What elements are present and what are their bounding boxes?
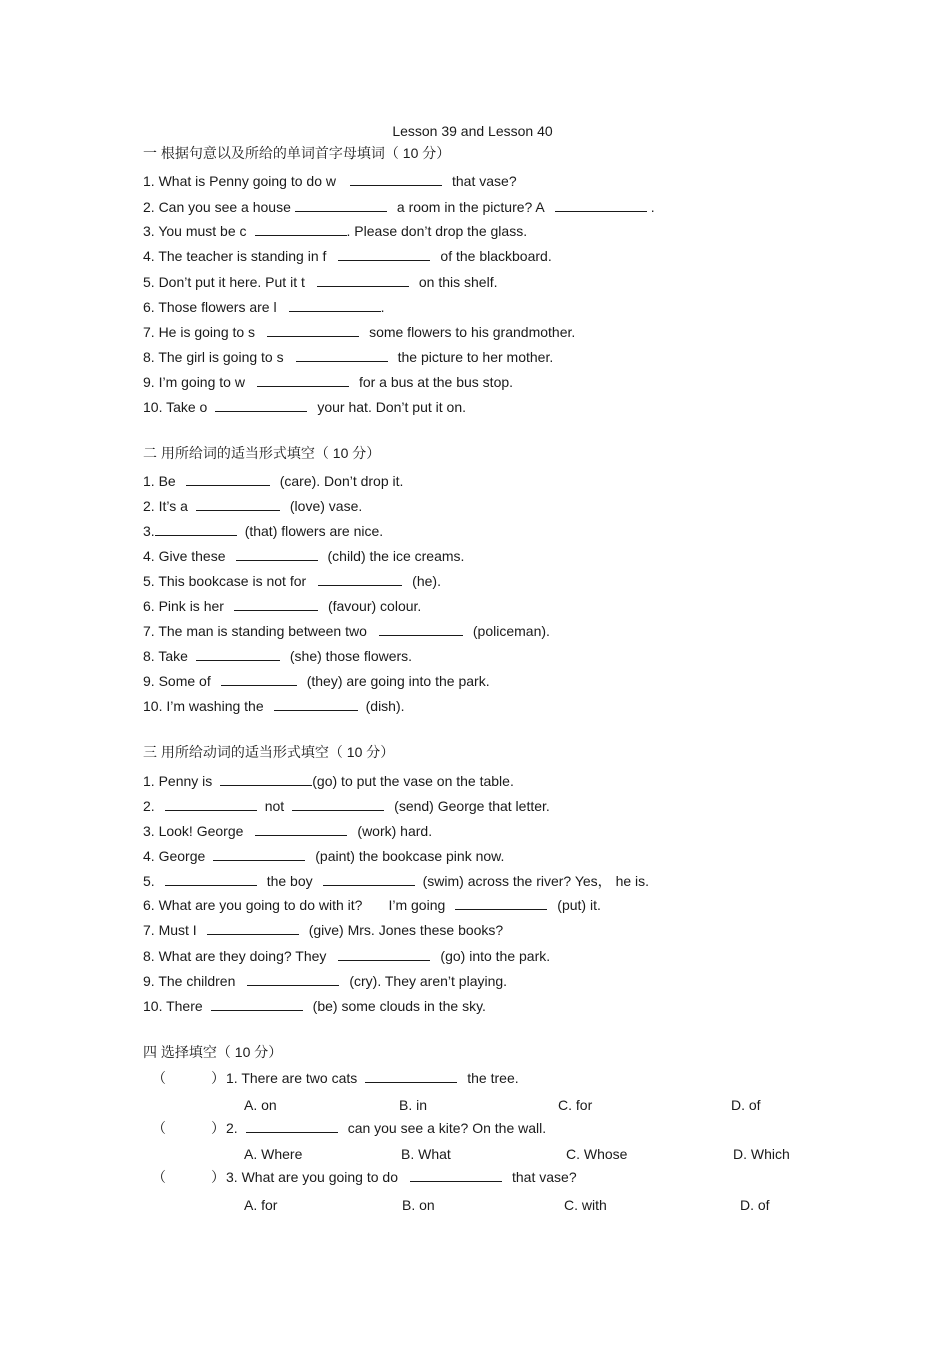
section-3-heading: 三 用所给动词的适当形式填空（ 10 分） <box>143 744 395 760</box>
question-text: on this shelf. <box>418 274 498 290</box>
s3-question-8 <box>143 947 550 965</box>
question-text: 10. Take o <box>143 399 208 415</box>
s3-question-4 <box>143 847 504 865</box>
question-text: 4. The teacher is standing in f <box>143 248 327 264</box>
question-text: 3. <box>143 523 155 539</box>
question-text: 7. Must I <box>143 922 197 938</box>
answer-blank[interactable] <box>296 349 388 362</box>
s4-question-3 <box>226 1168 577 1186</box>
question-text: (go) into the park. <box>440 948 551 964</box>
question-text: (go) to put the vase on the table. <box>312 773 514 789</box>
question-text: 4. Give these <box>143 548 226 564</box>
question-text: 9. The children <box>143 973 236 989</box>
question-text: 5. This bookcase is not for <box>143 573 307 589</box>
s3-question-1 <box>143 772 514 790</box>
question-text: 2. It’s a <box>143 498 188 514</box>
question-text: 3. Look! George <box>143 823 244 839</box>
question-text: that vase? <box>452 173 517 189</box>
answer-blank[interactable] <box>236 548 318 561</box>
s4-q1-option-a[interactable]: A. on <box>244 1097 277 1113</box>
question-text: (policeman). <box>472 623 550 639</box>
s2-question-5 <box>143 572 441 590</box>
s1-question-4 <box>143 247 552 265</box>
question-text: 5. <box>143 873 155 889</box>
question-text: 7. The man is standing between two <box>143 623 367 639</box>
question-text: 1. Penny is <box>143 773 213 789</box>
s4-question-2 <box>226 1119 546 1137</box>
answer-paren-close: ） <box>211 1070 225 1086</box>
s3-question-2 <box>143 797 550 815</box>
s4-q3-option-d[interactable]: D. of <box>740 1197 770 1213</box>
s3-question-9 <box>143 972 507 990</box>
answer-blank[interactable] <box>246 1120 338 1133</box>
question-text: a room in the picture? A <box>396 199 545 215</box>
s4-q1-option-d[interactable]: D. of <box>731 1097 761 1113</box>
s2-question-7 <box>143 622 550 640</box>
question-text: 2. <box>143 798 155 814</box>
question-text: 10. I’m washing the <box>143 698 264 714</box>
s4-q2-option-c[interactable]: C. Whose <box>566 1146 628 1162</box>
s3-question-6 <box>143 896 601 914</box>
answer-blank[interactable] <box>165 798 257 811</box>
s3-question-7 <box>143 921 503 939</box>
question-text: . <box>650 199 655 215</box>
answer-paren-open: （ <box>152 1070 166 1086</box>
answer-blank[interactable] <box>455 897 547 910</box>
question-text: your hat. Don’t put it on. <box>317 399 466 415</box>
question-text: 7. He is going to s <box>143 324 256 340</box>
answer-blank[interactable] <box>338 948 430 961</box>
question-text: 1. Be <box>143 473 176 489</box>
question-text: of the blackboard. <box>440 248 552 264</box>
s3-question-5 <box>143 872 649 890</box>
question-text: 10. There <box>143 998 203 1014</box>
answer-paren-close: ） <box>211 1169 225 1185</box>
answer-blank[interactable] <box>289 299 381 312</box>
question-text: 6. Pink is her <box>143 598 224 614</box>
question-text: 8. Take <box>143 648 188 664</box>
answer-blank[interactable] <box>292 798 384 811</box>
answer-blank[interactable] <box>213 848 305 861</box>
question-text: 2. Can you see a house <box>143 199 291 215</box>
question-text: (dish). <box>365 698 405 714</box>
question-text: (work) hard. <box>357 823 433 839</box>
s1-question-6 <box>143 298 384 316</box>
question-text: the tree. <box>467 1070 519 1086</box>
answer-blank[interactable] <box>255 223 347 236</box>
question-text: (he). <box>412 573 441 589</box>
answer-paren-close: ） <box>211 1120 225 1136</box>
s4-q1-option-b[interactable]: B. in <box>399 1097 428 1113</box>
section-4-heading: 四 选择填空（ 10 分） <box>143 1044 283 1060</box>
answer-blank[interactable] <box>215 399 307 412</box>
answer-blank[interactable] <box>555 199 647 212</box>
question-text: (love) vase. <box>289 498 363 514</box>
question-text: (care). Don’t drop it. <box>279 473 404 489</box>
s3-question-10 <box>143 997 486 1015</box>
question-text: 1. What is Penny going to do w <box>143 173 336 189</box>
question-text: (child) the ice creams. <box>327 548 465 564</box>
question-text: the boy <box>266 873 313 889</box>
s4-q3-option-c[interactable]: C. with <box>564 1197 607 1213</box>
s1-question-10 <box>143 398 466 416</box>
answer-blank[interactable] <box>211 998 303 1011</box>
question-text: 3. What are you going to do <box>226 1169 398 1185</box>
s4-question-1 <box>226 1069 519 1087</box>
question-text: (she) those flowers. <box>289 648 413 664</box>
answer-blank[interactable] <box>257 374 349 387</box>
answer-blank[interactable] <box>220 773 312 786</box>
question-text: (cry). They aren’t playing. <box>349 973 508 989</box>
s4-q3-option-b[interactable]: B. on <box>402 1197 435 1213</box>
question-text: 8. What are they doing? They <box>143 948 327 964</box>
answer-blank[interactable] <box>155 523 237 536</box>
question-text: 3. You must be c <box>143 223 247 239</box>
question-text: can you see a kite? On the wall. <box>347 1120 547 1136</box>
question-text: for a bus at the bus stop. <box>358 374 514 390</box>
s4-q2-option-d[interactable]: D. Which <box>733 1146 790 1162</box>
answer-blank[interactable] <box>207 922 299 935</box>
answer-blank[interactable] <box>365 1070 457 1083</box>
page-title: Lesson 39 and Lesson 40 <box>392 123 553 139</box>
answer-paren-open: （ <box>152 1120 166 1136</box>
question-text: not <box>264 798 285 814</box>
s1-question-1 <box>143 172 517 190</box>
s2-question-10 <box>143 697 405 715</box>
s2-question-6 <box>143 597 421 615</box>
s2-question-1 <box>143 472 403 490</box>
answer-blank[interactable] <box>186 473 270 486</box>
question-text: 6. What are you going to do with it? <box>143 897 363 913</box>
question-text: 2. <box>226 1120 238 1136</box>
question-text: 5. Don’t put it here. Put it t <box>143 274 305 290</box>
s2-question-8 <box>143 647 412 665</box>
s1-question-7 <box>143 323 575 341</box>
question-text: 9. I’m going to w <box>143 374 245 390</box>
s1-question-2 <box>143 198 655 216</box>
section-2-heading: 二 用所给词的适当形式填空（ 10 分） <box>143 445 381 461</box>
s1-question-8 <box>143 348 553 366</box>
s1-question-3 <box>143 222 527 240</box>
answer-paren-open: （ <box>152 1169 166 1185</box>
question-text: that vase? <box>512 1169 577 1185</box>
answer-blank[interactable] <box>318 573 402 586</box>
question-text: (swim) across the river? Yes， he is. <box>422 873 650 889</box>
s2-question-2 <box>143 497 362 515</box>
question-text: . <box>380 299 385 315</box>
question-text: 9. Some of <box>143 673 211 689</box>
answer-blank[interactable] <box>247 973 339 986</box>
answer-blank[interactable] <box>255 823 347 836</box>
answer-blank[interactable] <box>196 498 280 511</box>
question-text: (give) Mrs. Jones these books? <box>308 922 504 938</box>
question-text: (be) some clouds in the sky. <box>312 998 486 1014</box>
s2-question-9 <box>143 672 490 690</box>
answer-blank[interactable] <box>165 873 257 886</box>
answer-blank[interactable] <box>317 274 409 287</box>
answer-blank[interactable] <box>234 598 318 611</box>
s4-q2-option-a[interactable]: A. Where <box>244 1146 303 1162</box>
s2-question-4 <box>143 547 464 565</box>
answer-blank[interactable] <box>379 623 463 636</box>
answer-blank[interactable] <box>267 324 359 337</box>
s3-question-3 <box>143 822 432 840</box>
section-1-heading: 一 根据句意以及所给的单词首字母填词（ 10 分） <box>143 145 451 161</box>
answer-blank[interactable] <box>196 648 280 661</box>
question-text: (they) are going into the park. <box>306 673 490 689</box>
answer-blank[interactable] <box>221 673 297 686</box>
s2-question-3 <box>143 522 383 540</box>
question-text: the picture to her mother. <box>397 349 554 365</box>
s4-q1-option-c[interactable]: C. for <box>558 1097 593 1113</box>
question-text: I’m going <box>388 897 446 913</box>
answer-blank[interactable] <box>410 1169 502 1182</box>
s1-question-9 <box>143 373 513 391</box>
question-text: 1. There are two cats <box>226 1070 358 1086</box>
question-text: . Please don’t drop the glass. <box>346 223 528 239</box>
answer-blank[interactable] <box>338 248 430 261</box>
s4-q2-option-b[interactable]: B. What <box>401 1146 451 1162</box>
question-text: some flowers to his grandmother. <box>369 324 576 340</box>
question-text: (paint) the bookcase pink now. <box>315 848 505 864</box>
answer-blank[interactable] <box>323 873 415 886</box>
question-text: 6. Those flowers are l <box>143 299 277 315</box>
answer-blank[interactable] <box>274 698 358 711</box>
answer-blank[interactable] <box>295 199 387 212</box>
question-text: (send) George that letter. <box>394 798 550 814</box>
s1-question-5 <box>143 273 497 291</box>
question-text: 4. George <box>143 848 206 864</box>
s4-q3-option-a[interactable]: A. for <box>244 1197 278 1213</box>
question-text: (put) it. <box>557 897 601 913</box>
question-text: (that) flowers are nice. <box>244 523 384 539</box>
question-text: 8. The girl is going to s <box>143 349 284 365</box>
question-text: (favour) colour. <box>327 598 422 614</box>
answer-blank[interactable] <box>350 173 442 186</box>
